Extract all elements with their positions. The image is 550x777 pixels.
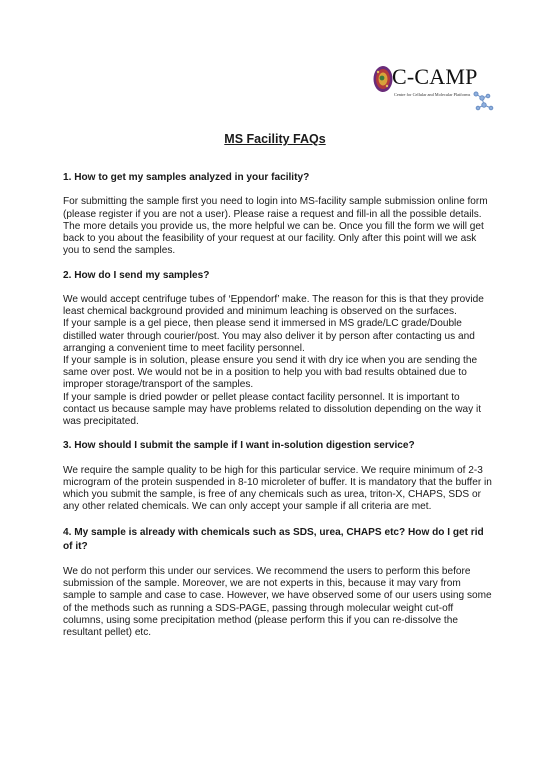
faq-answer: We require the sample quality to be high for this particular service. We require minimum of 2-3 microgram of the protein suspended in 8-10 microleter of buffer. It is mandatory that the buffer in which you submit the sample, is free of any chemicals such as urea, triton-X, CHAPS, SDS or any other related chemicals. We can only accept your sample if all criteria are met. (63, 464, 492, 513)
faq-answer: We do not perform this under our services. We recommend the users to perform this before submission of the sample. Moreover, we are not experts in this, because it may vary from sample to sample and case to case. However, we have observed some of our users using some of the methods such as running a SDS-PAGE, passing through molecular weight cut-off columns, using some precipitation method (please perform this if you can re-dissolve the resultant pellet) etc. (63, 565, 492, 638)
document-title: MS Facility FAQs (224, 132, 326, 146)
faq-question: 4. My sample is already with chemicals such as SDS, urea, CHAPS etc? How do I get rid of it? (63, 526, 484, 552)
faq-list (63, 172, 493, 639)
faq-item (63, 172, 493, 257)
faq-item (63, 270, 493, 429)
logo-wordmark: C-CAMP (392, 64, 478, 89)
faq-question: 2. How do I send my samples? (63, 269, 210, 281)
ccamp-logo (372, 64, 502, 114)
faq-question: 1. How to get my samples analyzed in your facility? (63, 172, 310, 183)
logo-tagline: Centre for Cellular and Molecular Platforms (394, 92, 471, 97)
faq-item (63, 526, 493, 639)
faq-question: 3. How should I submit the sample if I want in-solution digestion service? (63, 440, 415, 452)
faq-item (63, 440, 493, 513)
faq-answer: For submitting the sample first you need to login into MS-facility sample submission online form (please register if you are not a user). Please raise a request and fill-in all the possible details. The more details you provide us, the more helpful we can be. Once you fill the form we will get back to you about the feasibility of your request at our facility. Only after this point will we ask you to send the samples. (63, 196, 488, 257)
cell-emblem-icon (372, 64, 394, 94)
molecule-icon (472, 90, 496, 112)
faq-answer: We would accept centrifuge tubes of ‘Eppendorf’ make. The reason for this is that they provide least chemical background provided and minimum leaching is observed on the surfaces. If your sample is a gel piece, then please send it immersed in MS grade/LC grade/Double distilled water through courier/post. You may also deliver it by person after contacting us and arranging a convenient time to meet facility personnel. If your sample is in solution, please ensure you send it with dry ice when you are sending the same over post. We would not be in a position to help you with bad results obtained due to improper storage/transport of the samples. If your sample is dried powder or pellet please contact facility personnel. It is important to contact us because sample may have problems related to dissolution depending on the way it was precipitated. (63, 293, 484, 428)
